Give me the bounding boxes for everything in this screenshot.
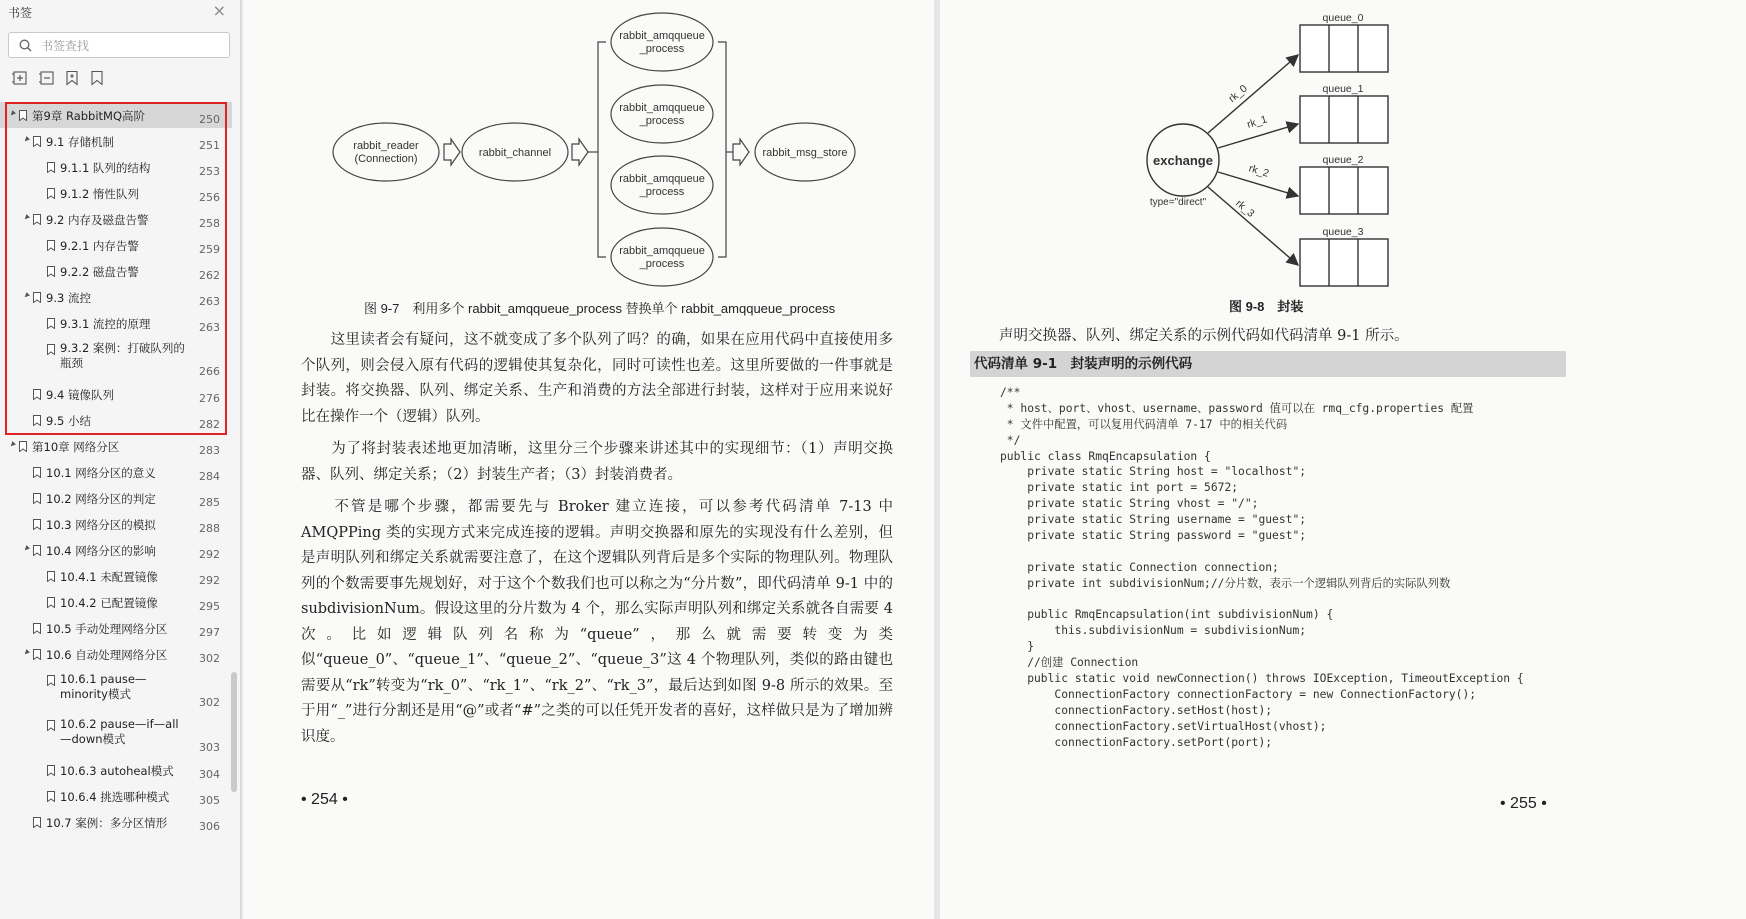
bookmark-item[interactable] <box>0 407 232 433</box>
bookmark-flag-icon <box>47 188 55 199</box>
bookmark-panel <box>0 0 241 919</box>
bookmark-item[interactable] <box>0 563 232 589</box>
rk0-label: rk_0 <box>1226 82 1250 105</box>
bookmark-item[interactable] <box>0 433 232 459</box>
bookmark-label: 10.6.4 挑选哪种模式 <box>60 790 170 804</box>
bookmark-item[interactable] <box>0 615 232 641</box>
add-bookmark-icon[interactable] <box>64 70 80 86</box>
bookmark-item[interactable] <box>0 459 232 485</box>
code-line: } <box>1000 640 1035 654</box>
collapse-all-icon[interactable] <box>39 70 55 86</box>
close-icon[interactable]: × <box>212 1 226 20</box>
bookmark-flag-icon <box>47 765 55 776</box>
bookmark-label: 10.6.2 pause—if—all—down模式 <box>60 717 179 746</box>
bookmark-page-number: 282 <box>199 418 220 431</box>
figure-caption: 图 9-8 封装 <box>1229 299 1304 314</box>
scrollbar-thumb[interactable] <box>231 672 237 792</box>
bookmark-label: 第10章 网络分区 <box>32 440 120 454</box>
process-2-label-a: rabbit_amqqueue <box>619 102 705 114</box>
bookmark-page-number: 253 <box>199 165 220 178</box>
code-line: * 文件中配置，可以复用代码清单 7-17 中的相关代码 <box>1000 417 1288 431</box>
bookmark-item[interactable] <box>0 232 232 258</box>
bookmark-label: 9.2 内存及磁盘告警 <box>46 213 149 227</box>
code-line: //创建 Connection <box>1000 656 1139 670</box>
bookmark-item[interactable] <box>0 206 232 232</box>
bookmark-item[interactable] <box>0 511 232 537</box>
code-line <box>1000 592 1524 608</box>
bookmark-page-number: 259 <box>199 243 220 256</box>
bookmark-flag-icon <box>47 162 55 173</box>
bookmark-label: 9.2.1 内存告警 <box>60 239 139 253</box>
bookmark-item[interactable] <box>0 712 232 756</box>
figure-9-7 <box>243 0 934 300</box>
bookmark-item[interactable] <box>0 641 232 667</box>
bookmark-flag-icon <box>47 240 55 251</box>
bookmark-flag-icon <box>33 623 41 634</box>
bookmark-page-number: 263 <box>199 321 220 334</box>
bookmark-item[interactable] <box>0 336 232 380</box>
arrow-2 <box>572 139 588 165</box>
bookmark-label: 9.1.1 队列的结构 <box>60 161 151 175</box>
bookmark-item[interactable] <box>0 589 232 615</box>
bookmark-search-input[interactable] <box>39 36 223 56</box>
bookmark-page-number: 276 <box>199 392 220 405</box>
channel-label: rabbit_channel <box>478 147 552 159</box>
bookmark-flag-icon <box>33 519 41 530</box>
bookmark-flag-icon <box>33 136 41 147</box>
bookmark-label: 10.7 案例：多分区情形 <box>46 816 168 830</box>
bookmark-label: 10.4.2 已配置镜像 <box>60 596 158 610</box>
bookmark-flag-icon <box>47 318 55 329</box>
bookmark-flag-icon <box>47 720 55 731</box>
expand-toggle-icon[interactable]: ▲ <box>21 213 31 223</box>
bookmark-label: 9.5 小结 <box>46 414 91 428</box>
bookmark-flag-icon <box>33 415 41 426</box>
bookmark-item[interactable] <box>0 381 232 407</box>
bookmark-page-number: 292 <box>199 574 220 587</box>
bookmark-page-number: 262 <box>199 269 220 282</box>
bookmark-flag-icon <box>47 571 55 582</box>
bookmark-item[interactable] <box>0 537 232 563</box>
code-line: connectionFactory.setPort(port); <box>1000 735 1273 749</box>
code-line: /** <box>1000 386 1021 399</box>
bookmark-page-number: 302 <box>199 696 220 709</box>
process-2-label-b: _process <box>639 115 685 127</box>
bookmark-page-number: 258 <box>199 217 220 230</box>
bookmark-label: 10.6 自动处理网络分区 <box>46 648 168 662</box>
code-line: private static String vhost = "/"; <box>1000 497 1259 511</box>
bookmark-flag-icon <box>33 214 41 225</box>
code-line <box>1000 544 1524 560</box>
bookmark-page-number: 283 <box>199 444 220 457</box>
figure-caption: 图 9-7 利用多个 rabbit_amqqueue_process 替换单个 rabbit_amqqueue_process <box>364 301 836 316</box>
bookmark-page-number: 302 <box>199 652 220 665</box>
bookmark-flag-icon <box>33 467 41 478</box>
bookmark-label: 10.3 网络分区的模拟 <box>46 518 156 532</box>
expand-all-icon[interactable] <box>12 70 28 86</box>
bookmark-label: 9.3.2 案例：打破队列的瓶颈 <box>60 341 185 370</box>
bookmark-item[interactable] <box>0 757 232 783</box>
bookmark-label: 9.3.1 流控的原理 <box>60 317 151 331</box>
paragraph: 不管是哪个步骤，都需要先与 Broker 建立连接，可以参考代码清单 7-13 中 AMQPPing 类的实现方式来完成连接的逻辑。声明交换器和原先的实现没有什么差别，但是声明队列和绑定关系就需要注意了，在这个逻辑队列背后是多个实际的物理队列。物理队列的个数需要事先规划好，对于这个个数我们也可以称之为“分片数”，即代码清单 9-1 中的 subdivisionNum。假设这里的分片数为 4 个，那么实际声明队列和绑定关系就各自需要 4 次。比如逻辑队列名称为“queue”，那么就需要转变为类似“queue_0”、“queue_1”、“queue_2”、“queue_3”这 4 个物理队列，类似的路由键也需要从“rk”转变为“rk_0”、“rk_1”、“rk_2”、“rk_3”，最后达到如图 9-8 所示的效果。至于用“_”进行分割还是用“@”或者“#”之类的可以任凭开发者的喜好，这样做只是为了增加辨识度。 <box>301 499 893 745</box>
search-icon <box>19 39 32 52</box>
bookmark-flag-icon <box>47 597 55 608</box>
bookmark-flag-icon <box>33 389 41 400</box>
code-line: private int subdivisionNum;//分片数，表示一个逻辑队列背后的实际队列数 <box>1000 576 1451 590</box>
code-line: public static void newConnection() throws IOException, TimeoutException { <box>1000 672 1524 686</box>
code-line: public class RmqEncapsulation { <box>1000 449 1211 463</box>
bookmark-item[interactable] <box>0 180 232 206</box>
paragraph: 为了将封装表述地更加清晰，这里分三个步骤来讲述其中的实现细节：（1）声明交换器、队列、绑定关系；（2）封装生产者；（3）封装消费者。 <box>301 441 893 483</box>
code-line: private static String password = "guest"; <box>1000 529 1307 543</box>
exchange-label: exchange <box>1153 153 1213 168</box>
pdf-page-254 <box>243 0 934 919</box>
binding-rk3 <box>1208 187 1298 265</box>
node-process-4 <box>611 228 713 286</box>
reader-label-1: rabbit_reader <box>353 140 419 152</box>
bookmark-label: 第9章 RabbitMQ高阶 <box>32 109 146 123</box>
bookmark-page-number: 305 <box>199 794 220 807</box>
node-process-2 <box>611 85 713 143</box>
bookmark-label: 10.6.1 pause—minority模式 <box>60 672 147 701</box>
bookmark-flag-icon <box>33 545 41 556</box>
bookmark-flag-icon <box>33 649 41 660</box>
bookmark-label: 9.2.2 磁盘告警 <box>60 265 139 279</box>
expand-toggle-icon[interactable]: ▲ <box>21 135 31 145</box>
page-number: • 255 • <box>1500 795 1547 812</box>
bookmark-item[interactable] <box>0 154 232 180</box>
bookmark-label: 10.4 网络分区的影响 <box>46 544 156 558</box>
bookmark-page-number: 266 <box>199 365 220 378</box>
bookmark-label: 9.1.2 惰性队列 <box>60 187 139 201</box>
code-line: public RmqEncapsulation(int subdivisionNum) { <box>1000 608 1334 622</box>
bookmark-item[interactable] <box>0 310 232 336</box>
queue-0-label: queue_0 <box>1322 12 1364 24</box>
bookmark-item[interactable] <box>0 667 232 711</box>
bookmark-item[interactable] <box>0 258 232 284</box>
bookmark-label: 10.2 网络分区的判定 <box>46 492 156 506</box>
bookmark-flag-icon <box>47 791 55 802</box>
paragraph: 这里读者会有疑问，这不就变成了多个队列了吗？的确，如果在应用代码中直接使用多个队列，则会侵入原有代码的逻辑使其复杂化，同时可读性也差。这里所要做的一件事就是封装。将交换器、队列、绑定关系、生产和消费的方法全部进行封装，这样对于应用来说好比在操作一个（逻辑）队列。 <box>301 332 893 425</box>
bookmark-label: 9.4 镜像队列 <box>46 388 114 402</box>
bookmark-flag-icon <box>33 817 41 828</box>
bookmark-page-number: 284 <box>199 470 220 483</box>
bookmark-flag-icon <box>47 344 55 355</box>
process-4-label-b: _process <box>639 258 685 270</box>
queue-2-label: queue_2 <box>1322 154 1364 166</box>
queue-3-label: queue_3 <box>1322 226 1364 238</box>
bookmark-page-number: 256 <box>199 191 220 204</box>
bookmark-item[interactable] <box>0 485 232 511</box>
process-1-label-b: _process <box>639 43 685 55</box>
expand-toggle-icon[interactable]: ▲ <box>21 291 31 301</box>
bookmark-page-number: 295 <box>199 600 220 613</box>
expand-toggle-icon[interactable]: ▲ <box>21 648 31 658</box>
arrow-1 <box>444 139 460 165</box>
code-line: */ <box>1000 433 1021 447</box>
bookmark-item[interactable] <box>0 783 232 809</box>
rk3-label: rk_3 <box>1233 197 1257 220</box>
bookmark-label: 10.1 网络分区的意义 <box>46 466 156 480</box>
bookmark-flag-icon <box>19 441 27 452</box>
code-line: private static Connection connection; <box>1000 560 1279 574</box>
code-line: * host、port、vhost、username、password 值可以在 rmq_cfg.properties 配置 <box>1000 401 1474 415</box>
bookmark-flag-icon <box>47 266 55 277</box>
bookmark-page-number: 306 <box>199 820 220 833</box>
panel-title: 书签 <box>8 6 33 20</box>
bookmark-icon[interactable] <box>89 70 105 86</box>
code-listing-title: 代码清单 9-1 封装声明的示例代码 <box>970 351 1566 377</box>
bookmark-page-number: 250 <box>199 113 220 126</box>
bookmark-page-number: 303 <box>199 741 220 754</box>
process-3-label-a: rabbit_amqqueue <box>619 173 705 185</box>
queue-1-box <box>1300 96 1388 143</box>
msg-store-label: rabbit_msg_store <box>762 147 848 159</box>
bookmark-label: 9.1 存储机制 <box>46 135 114 149</box>
panel-header <box>0 0 240 26</box>
reader-label-2: (Connection) <box>354 153 418 165</box>
bookmark-item[interactable] <box>0 102 232 128</box>
bookmark-page-number: 297 <box>199 626 220 639</box>
bookmark-item[interactable] <box>0 284 232 310</box>
queue-2-box <box>1300 167 1388 214</box>
code-line: this.subdivisionNum = subdivisionNum; <box>1000 624 1307 638</box>
queue-3-box <box>1300 239 1388 286</box>
arrow-3 <box>733 139 749 165</box>
code-line: connectionFactory.setHost(host); <box>1000 703 1273 717</box>
bookmark-page-number: 263 <box>199 295 220 308</box>
bookmark-page-number: 288 <box>199 522 220 535</box>
bookmark-label: 10.4.1 未配置镜像 <box>60 570 158 584</box>
expand-toggle-icon[interactable]: ▲ <box>7 109 17 119</box>
figure-9-8 <box>940 0 1746 300</box>
code-listing <box>1000 385 1524 750</box>
exchange-type-label: type="direct" <box>1149 197 1207 208</box>
bookmark-page-number: 285 <box>199 496 220 509</box>
code-line: connectionFactory.setVirtualHost(vhost); <box>1000 719 1327 733</box>
rk2-label: rk_2 <box>1247 162 1271 180</box>
bookmark-page-number: 251 <box>199 139 220 152</box>
page-number: • 254 • <box>301 791 348 808</box>
process-1-label-a: rabbit_amqqueue <box>619 30 705 42</box>
code-line: ConnectionFactory connectionFactory = new ConnectionFactory(); <box>1000 687 1477 701</box>
bookmark-flag-icon <box>47 675 55 686</box>
expand-toggle-icon[interactable]: ▲ <box>21 544 31 554</box>
node-process-1 <box>611 13 713 71</box>
code-line: private static int port = 5672; <box>1000 481 1239 495</box>
node-process-3 <box>611 156 713 214</box>
bookmark-flag-icon <box>19 110 27 121</box>
bookmark-page-number: 304 <box>199 768 220 781</box>
queue-1-label: queue_1 <box>1322 83 1364 95</box>
bookmark-label: 10.5 手动处理网络分区 <box>46 622 168 636</box>
bookmark-label: 10.6.3 autoheal模式 <box>60 764 174 778</box>
bookmark-label: 9.3 流控 <box>46 291 91 305</box>
body-text <box>301 328 893 750</box>
pdf-page-255 <box>940 0 1746 919</box>
bookmark-flag-icon <box>33 493 41 504</box>
bookmark-flag-icon <box>33 292 41 303</box>
bookmark-page-number: 292 <box>199 548 220 561</box>
intro-text: 声明交换器、队列、绑定关系的示例代码如代码清单 9-1 所示。 <box>970 328 1409 344</box>
code-line: private static String host = "localhost"; <box>1000 465 1307 479</box>
node-rabbit-reader <box>333 123 439 181</box>
process-4-label-a: rabbit_amqqueue <box>619 245 705 257</box>
process-3-label-b: _process <box>639 186 685 198</box>
expand-toggle-icon[interactable]: ▲ <box>7 440 17 450</box>
bookmark-item[interactable] <box>0 809 232 835</box>
code-line: private static String username = "guest"; <box>1000 513 1307 527</box>
rk1-label: rk_1 <box>1245 113 1269 131</box>
bookmark-search-box[interactable] <box>8 32 230 58</box>
queue-0-box <box>1300 25 1388 72</box>
bookmark-item[interactable] <box>0 128 232 154</box>
